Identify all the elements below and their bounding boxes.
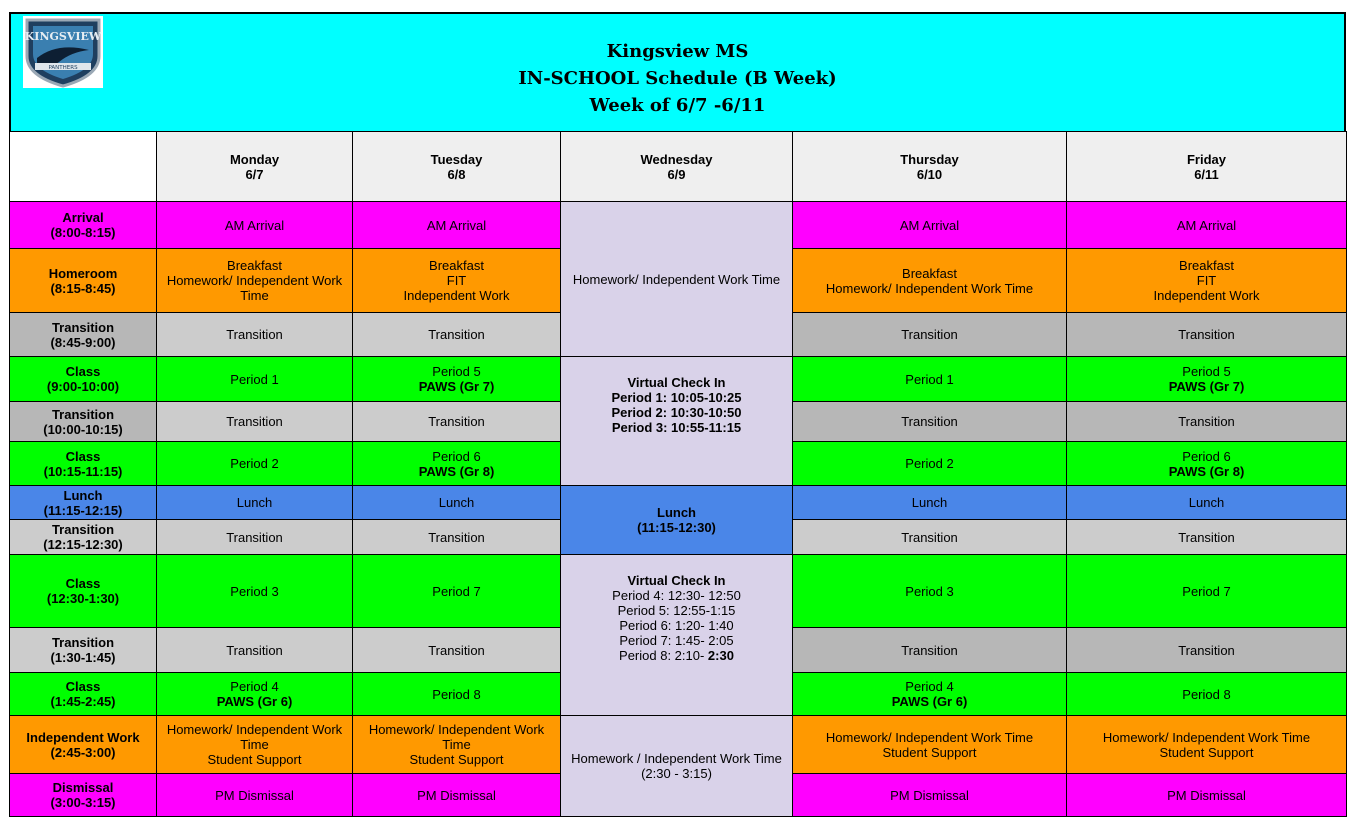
monday-cell: [157, 555, 353, 628]
thursday-cell: [793, 442, 1067, 486]
cell-line: Independent Work: [403, 288, 510, 303]
cell-line: PM Dismissal: [417, 787, 496, 803]
corner-cell: [10, 132, 157, 202]
cell-line: Homework / Independent Work Time: [571, 751, 782, 766]
period-label-cell: [10, 774, 157, 817]
thursday-cell: [793, 357, 1067, 402]
day-date: 6/10: [916, 166, 943, 182]
cell-line: Period 6: [432, 448, 481, 464]
svg-text:PANTHERS: PANTHERS: [48, 65, 78, 71]
cell-line: Student Support: [882, 744, 977, 760]
cell-line: Student Support: [409, 752, 504, 767]
period-label-cell: [10, 673, 157, 716]
period-label-cell: [10, 486, 157, 520]
cell-line: PM Dismissal: [1167, 787, 1246, 803]
check-in-line: Period 8: 2:10-: [619, 648, 708, 663]
cell-line: Student Support: [207, 752, 302, 767]
cell-line: PAWS (Gr 8): [418, 463, 495, 479]
period-name: Homeroom: [48, 265, 118, 281]
monday-cell: [157, 716, 353, 774]
day-name: Monday: [229, 151, 280, 167]
svg-text:KINGSVIEW: KINGSVIEW: [24, 30, 102, 43]
friday-cell: [1067, 520, 1347, 555]
cell-line: PAWS (Gr 8): [1168, 463, 1245, 479]
thursday-cell: [793, 716, 1067, 774]
cell-line: Transition: [428, 642, 485, 658]
period-time: (8:15-8:45): [50, 280, 116, 296]
cell-line: Transition: [1178, 327, 1235, 342]
check-in-line: Period 2: 10:30-10:50: [611, 405, 742, 420]
cell-line: Transition: [226, 529, 283, 545]
cell-line: Transition: [1178, 414, 1235, 429]
day-header-tuesday: [353, 132, 561, 202]
day-name: Wednesday: [640, 151, 713, 167]
cell-line: FIT: [446, 273, 467, 288]
wednesday-check-in-1: [561, 357, 793, 486]
monday-cell: [157, 402, 353, 442]
school-name: Kingsview MS: [606, 41, 749, 62]
cell-line: Homework/ Independent Work Time: [368, 722, 545, 752]
monday-cell: [157, 442, 353, 486]
period-name: Class: [65, 448, 101, 464]
day-date: 6/9: [667, 166, 686, 182]
cell-line: Breakfast: [227, 258, 282, 273]
cell-line: AM Arrival: [426, 217, 487, 233]
thursday-cell: [793, 555, 1067, 628]
cell-line: Period 4: [230, 679, 279, 694]
cell-line: AM Arrival: [224, 217, 285, 233]
monday-cell: [157, 628, 353, 673]
thursday-cell: [793, 486, 1067, 520]
period-label-cell: [10, 313, 157, 357]
friday-cell: [1067, 628, 1347, 673]
thursday-cell: [793, 249, 1067, 313]
cell-line: Period 5: [1182, 364, 1231, 379]
schedule-title: [11, 38, 1344, 119]
period-time: (3:00-3:15): [50, 795, 116, 810]
period-name: Independent Work: [26, 729, 140, 745]
cell-line: Period 5: [432, 364, 481, 379]
cell-line: Period 8: [432, 686, 481, 702]
wednesday-check-in-2: [561, 555, 793, 716]
period-time: (8:45-9:00): [50, 334, 116, 350]
cell-line: Transition: [901, 642, 958, 658]
period-name: Transition: [51, 635, 115, 650]
tuesday-cell: [353, 202, 561, 249]
period-time: (1:45-2:45): [50, 694, 116, 709]
cell-line: Transition: [226, 414, 283, 429]
check-in-line: Period 4: 12:30- 12:50: [612, 588, 741, 603]
cell-line: Transition: [901, 529, 958, 545]
day-name: Thursday: [900, 151, 959, 167]
day-header-friday: [1067, 132, 1347, 202]
monday-cell: [157, 774, 353, 817]
cell-line: Transition: [428, 414, 485, 429]
tuesday-cell: [353, 313, 561, 357]
cell-line: Homework/ Independent Work Time: [572, 271, 781, 287]
cell-line: Period 8: [1182, 686, 1231, 702]
cell-line: Transition: [1178, 529, 1235, 545]
monday-cell: [157, 313, 353, 357]
tuesday-cell: [353, 442, 561, 486]
day-header-monday: [157, 132, 353, 202]
friday-cell: [1067, 442, 1347, 486]
day-header-row: [10, 132, 1347, 202]
wednesday-morning-block: [561, 202, 793, 357]
period-name: Class: [65, 679, 101, 694]
cell-line: Transition: [226, 327, 283, 342]
period-time: (10:00-10:15): [43, 421, 123, 437]
cell-line: Period 1: [905, 371, 954, 387]
thursday-cell: [793, 520, 1067, 555]
cell-line: AM Arrival: [899, 217, 960, 233]
cell-line: Period 2: [230, 456, 279, 471]
cell-line: PAWS (Gr 6): [891, 694, 968, 709]
friday-cell: [1067, 673, 1347, 716]
tuesday-cell: [353, 716, 561, 774]
day-date: 6/11: [1194, 166, 1219, 182]
cell-line: PM Dismissal: [890, 787, 969, 803]
cell-line: Period 4: [905, 679, 954, 694]
thursday-cell: [793, 202, 1067, 249]
lunch-title: Lunch: [657, 505, 696, 520]
wednesday-afternoon-block: [561, 716, 793, 817]
monday-cell: [157, 486, 353, 520]
week-range: Week of 6/7 -6/11: [589, 95, 766, 116]
period-name: Class: [65, 364, 101, 379]
day-date: 6/7: [245, 166, 264, 182]
cell-line: Homework/ Independent Work Time: [166, 273, 343, 303]
cell-line: Homework/ Independent Work Time: [166, 722, 343, 752]
tuesday-cell: [353, 673, 561, 716]
title-banner: [9, 12, 1346, 131]
check-in-line-last: [563, 648, 790, 663]
cell-line: Independent Work: [1153, 288, 1260, 303]
period-time: (9:00-10:00): [46, 379, 120, 394]
cell-line: Lunch: [911, 495, 948, 510]
period-time: (1:30-1:45): [50, 650, 116, 665]
thursday-cell: [793, 402, 1067, 442]
cell-line: Transition: [226, 642, 283, 658]
friday-cell: [1067, 402, 1347, 442]
table-row: [10, 202, 1347, 249]
tuesday-cell: [353, 357, 561, 402]
friday-cell: [1067, 357, 1347, 402]
cell-line: PAWS (Gr 7): [1168, 379, 1245, 394]
thursday-cell: [793, 313, 1067, 357]
schedule-document: [9, 12, 1346, 817]
day-name: Tuesday: [430, 151, 483, 167]
period-time: (2:45-3:00): [50, 744, 116, 760]
check-in-line: Period 7: 1:45- 2:05: [619, 633, 734, 648]
friday-cell: [1067, 486, 1347, 520]
day-header-wednesday: [561, 132, 793, 202]
cell-line: Transition: [1178, 642, 1235, 658]
cell-line: FIT: [1196, 273, 1217, 288]
friday-cell: [1067, 555, 1347, 628]
period-name: Arrival: [62, 210, 104, 225]
period-name: Transition: [51, 522, 115, 537]
period-label-cell: [10, 357, 157, 402]
tuesday-cell: [353, 774, 561, 817]
cell-line: AM Arrival: [1176, 217, 1237, 233]
period-time: (11:15-12:15): [43, 502, 123, 518]
table-row: [10, 357, 1347, 402]
table-row: [10, 555, 1347, 628]
period-time: (10:15-11:15): [43, 463, 123, 479]
cell-line: PAWS (Gr 7): [418, 379, 495, 394]
cell-line: Breakfast: [902, 265, 957, 281]
thursday-cell: [793, 673, 1067, 716]
tuesday-cell: [353, 520, 561, 555]
schedule-name: IN-SCHOOL Schedule (B Week): [518, 68, 837, 89]
monday-cell: [157, 249, 353, 313]
period-time: (12:30-1:30): [46, 591, 120, 606]
cell-line: Period 7: [1182, 583, 1231, 599]
cell-line: Transition: [901, 327, 958, 342]
lunch-time: (11:15-12:30): [637, 520, 716, 535]
cell-line: Homework/ Independent Work Time: [825, 280, 1034, 296]
period-name: Dismissal: [52, 780, 114, 795]
monday-cell: [157, 357, 353, 402]
day-header-thursday: [793, 132, 1067, 202]
cell-line: Transition: [901, 414, 958, 429]
tuesday-cell: [353, 249, 561, 313]
period-time: (8:00-8:15): [50, 225, 116, 240]
table-row: [10, 716, 1347, 774]
cell-line: Homework/ Independent Work Time: [825, 729, 1034, 745]
tuesday-cell: [353, 628, 561, 673]
cell-line: PM Dismissal: [215, 787, 294, 803]
cell-line: Period 3: [230, 583, 279, 599]
period-label-cell: [10, 628, 157, 673]
day-name: Friday: [1186, 151, 1226, 167]
cell-line: Lunch: [236, 495, 273, 510]
cell-line: Lunch: [438, 495, 475, 510]
friday-cell: [1067, 202, 1347, 249]
cell-line: Period 1: [230, 371, 279, 387]
check-in-line: Period 5: 12:55-1:15: [617, 603, 736, 618]
check-in-line: Period 1: 10:05-10:25: [611, 390, 742, 405]
monday-cell: [157, 673, 353, 716]
friday-cell: [1067, 249, 1347, 313]
period-name: Transition: [51, 319, 115, 335]
cell-line: Period 6: [1182, 448, 1231, 464]
cell-line: Breakfast: [1179, 258, 1234, 273]
check-in-line: Period 6: 1:20- 1:40: [619, 618, 734, 633]
check-in-line: Period 3: 10:55-11:15: [611, 420, 742, 435]
table-row: [10, 486, 1347, 520]
period-time: (12:15-12:30): [43, 537, 123, 552]
cell-line: (2:30 - 3:15): [641, 766, 712, 781]
period-label-cell: [10, 555, 157, 628]
check-in-title: Virtual Check In: [627, 375, 726, 390]
tuesday-cell: [353, 486, 561, 520]
schedule-table: [9, 131, 1347, 817]
thursday-cell: [793, 774, 1067, 817]
friday-cell: [1067, 313, 1347, 357]
day-date: 6/8: [447, 166, 466, 182]
cell-line: PAWS (Gr 6): [216, 694, 293, 709]
cell-line: Period 3: [905, 583, 954, 599]
period-name: Lunch: [63, 487, 103, 503]
tuesday-cell: [353, 555, 561, 628]
period-label-cell: [10, 442, 157, 486]
cell-line: Lunch: [1188, 495, 1225, 510]
period-label-cell: [10, 716, 157, 774]
friday-cell: [1067, 774, 1347, 817]
cell-line: Breakfast: [429, 258, 484, 273]
period-label-cell: [10, 202, 157, 249]
cell-line: Period 2: [905, 456, 954, 471]
monday-cell: [157, 520, 353, 555]
cell-line: Student Support: [1159, 744, 1254, 760]
thursday-cell: [793, 628, 1067, 673]
period-label-cell: [10, 520, 157, 555]
cell-line: Period 7: [432, 583, 481, 599]
cell-line: Transition: [428, 529, 485, 545]
check-in-end-time: 2:30: [707, 648, 734, 663]
friday-cell: [1067, 716, 1347, 774]
wednesday-lunch-block: [561, 486, 793, 555]
period-label-cell: [10, 249, 157, 313]
tuesday-cell: [353, 402, 561, 442]
check-in-title: Virtual Check In: [627, 573, 726, 588]
period-name: Transition: [51, 406, 115, 422]
cell-line: Transition: [428, 327, 485, 342]
cell-line: Homework/ Independent Work Time: [1102, 729, 1311, 745]
period-label-cell: [10, 402, 157, 442]
monday-cell: [157, 202, 353, 249]
period-name: Class: [65, 576, 101, 591]
